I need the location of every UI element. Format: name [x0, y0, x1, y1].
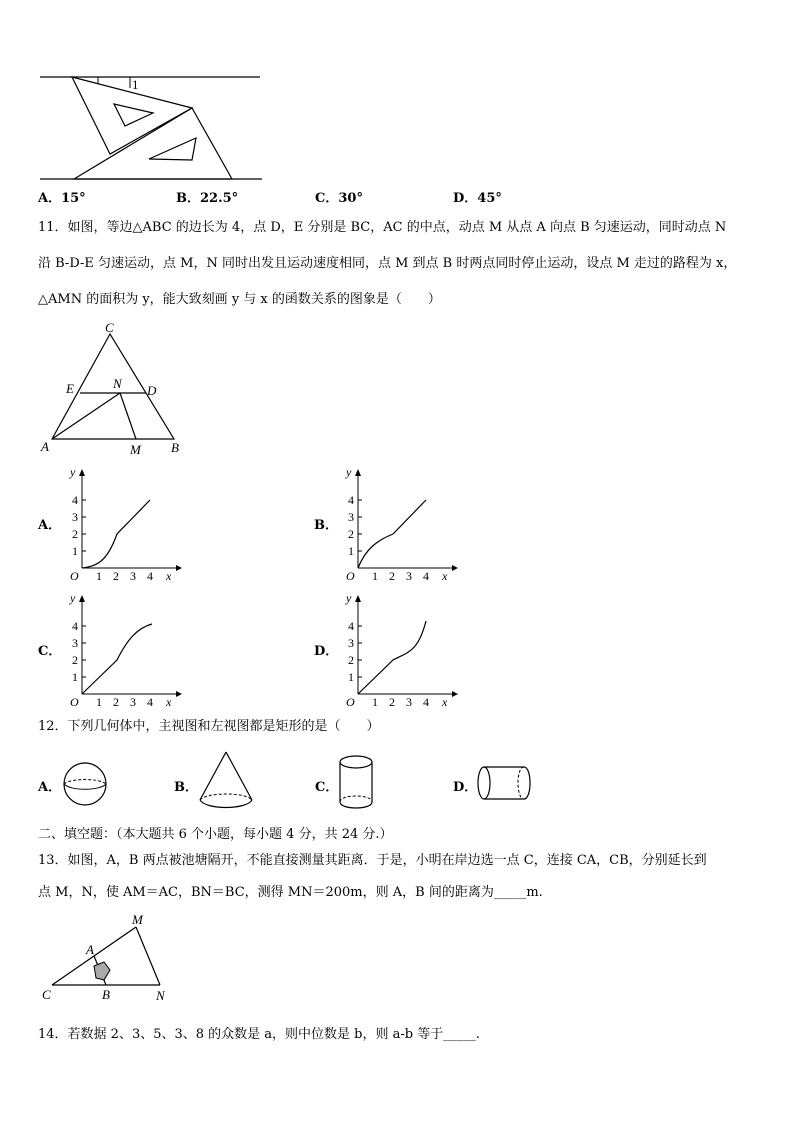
q11-label-b: B — [171, 440, 179, 455]
y-tick-3: 3 — [72, 510, 78, 524]
q12-option-c: C． — [315, 780, 339, 795]
q13-label-m: M — [132, 912, 143, 927]
q11-graph-b — [338, 462, 458, 582]
q11-graph-d — [338, 588, 458, 708]
sphere-icon — [60, 760, 112, 808]
graph-axes — [345, 465, 458, 582]
origin-label: O — [70, 569, 79, 582]
y-tick-3: 3 — [72, 636, 78, 650]
y-tick-4: 4 — [72, 619, 78, 633]
graph-curve — [358, 621, 426, 694]
y-tick-2: 2 — [72, 653, 78, 667]
origin-label: O — [346, 695, 355, 708]
q11-graph-option-b: B． — [314, 518, 338, 533]
y-tick-1: 1 — [348, 544, 354, 558]
q10-option-c: C．30° — [315, 191, 363, 206]
q11-label-e: E — [66, 381, 74, 396]
q13-line1: 13．如图，A，B 两点被池塘隔开，不能直接测量其距离．于是，小明在岸边选一点 C，连接 CA，CB，分别延长到 — [38, 853, 707, 868]
cylinder-icon — [336, 752, 376, 812]
q11-line3: △AMN 的面积为 y，能大致刻画 y 与 x 的函数关系的图象是（ ） — [38, 292, 441, 307]
graph-curve — [82, 500, 150, 568]
x-tick-1: 1 — [96, 695, 102, 708]
x-axis-label: x — [442, 695, 448, 708]
q12-option-a: A． — [38, 780, 62, 795]
graph-axes — [69, 465, 182, 582]
x-tick-1: 1 — [96, 569, 102, 582]
y-axis-label: y — [70, 591, 76, 605]
q11-graph-option-a: A． — [38, 518, 62, 533]
y-tick-2: 2 — [72, 527, 78, 541]
q13-label-n: N — [156, 988, 165, 1003]
x-axis-label: x — [166, 695, 172, 708]
q12-stem: 12．下列几何体中，主视图和左视图都是矩形的是（ ） — [38, 719, 380, 734]
y-tick-3: 3 — [348, 510, 354, 524]
q10-option-b: B．22.5° — [176, 191, 239, 206]
y-tick-2: 2 — [348, 527, 354, 541]
y-axis-label: y — [70, 465, 76, 479]
q11-label-n: N — [113, 376, 122, 391]
x-tick-3: 3 — [130, 695, 136, 708]
y-tick-1: 1 — [348, 670, 354, 684]
q13-figure — [36, 912, 176, 1006]
q10-figure — [36, 66, 266, 186]
x-tick-4: 4 — [147, 569, 153, 582]
q11-graph-option-d: D． — [314, 644, 339, 659]
q12-option-d: D． — [453, 780, 478, 795]
x-tick-1: 1 — [372, 695, 378, 708]
origin-label: O — [346, 569, 355, 582]
q13-label-b: B — [102, 987, 110, 1002]
y-tick-1: 1 — [72, 670, 78, 684]
q11-graph-c — [62, 588, 182, 708]
q11-graph-a — [62, 462, 182, 582]
q13-label-c: C — [42, 987, 51, 1002]
q10-option-d: D．45° — [453, 191, 502, 206]
q12-option-b: B． — [174, 780, 198, 795]
q11-label-a: A — [41, 439, 49, 454]
x-tick-4: 4 — [423, 569, 429, 582]
y-axis-label: y — [346, 591, 352, 605]
origin-label: O — [70, 695, 79, 708]
y-tick-1: 1 — [72, 544, 78, 558]
x-tick-2: 2 — [389, 569, 395, 582]
x-tick-1: 1 — [372, 569, 378, 582]
graph-curve — [358, 500, 426, 568]
y-tick-4: 4 — [348, 619, 354, 633]
x-tick-3: 3 — [406, 569, 412, 582]
x-tick-3: 3 — [130, 569, 136, 582]
x-tick-3: 3 — [406, 695, 412, 708]
lying-cylinder-icon — [474, 764, 536, 802]
section2-heading: 二、填空题：（本大题共 6 个小题，每小题 4 分，共 24 分.） — [38, 827, 393, 842]
q11-graph-option-c: C． — [38, 644, 62, 659]
q11-label-c: C — [105, 320, 114, 335]
y-tick-4: 4 — [72, 493, 78, 507]
x-tick-4: 4 — [423, 695, 429, 708]
y-tick-3: 3 — [348, 636, 354, 650]
q10-option-a: A．15° — [38, 191, 86, 206]
q11-label-m: M — [130, 442, 141, 457]
x-tick-2: 2 — [113, 695, 119, 708]
q13-line2: 点 M，N，使 AM＝AC，BN＝BC，测得 MN＝200m，则 A，B 间的距离为_____m. — [38, 885, 543, 900]
q13-label-a: A — [86, 942, 94, 957]
graph-curve — [82, 624, 152, 694]
y-axis-label: y — [346, 465, 352, 479]
x-tick-2: 2 — [389, 695, 395, 708]
y-tick-4: 4 — [348, 493, 354, 507]
q14-text: 14．若数据 2、3、5、3、8 的众数是 a，则中位数是 b，则 a-b 等于_____. — [38, 1027, 480, 1042]
x-tick-4: 4 — [147, 695, 153, 708]
q11-triangle-figure — [36, 318, 196, 458]
x-tick-2: 2 — [113, 569, 119, 582]
y-tick-2: 2 — [348, 653, 354, 667]
x-axis-label: x — [166, 569, 172, 582]
q10-angle-label: 1 — [132, 77, 139, 92]
q11-line2: 沿 B-D-E 匀速运动，点 M，N 同时出发且运动速度相同，点 M 到点 B 时两点同时停止运动，设点 M 走过的路程为 x， — [38, 256, 737, 271]
pond-shape — [94, 962, 110, 980]
cone-icon — [196, 748, 256, 812]
q11-line1: 11．如图，等边△ABC 的边长为 4，点 D，E 分别是 BC，AC 的中点，动点 M 从点 A 向点 B 匀速运动，同时动点 N — [38, 220, 727, 235]
x-axis-label: x — [442, 569, 448, 582]
q11-label-d: D — [147, 383, 157, 398]
